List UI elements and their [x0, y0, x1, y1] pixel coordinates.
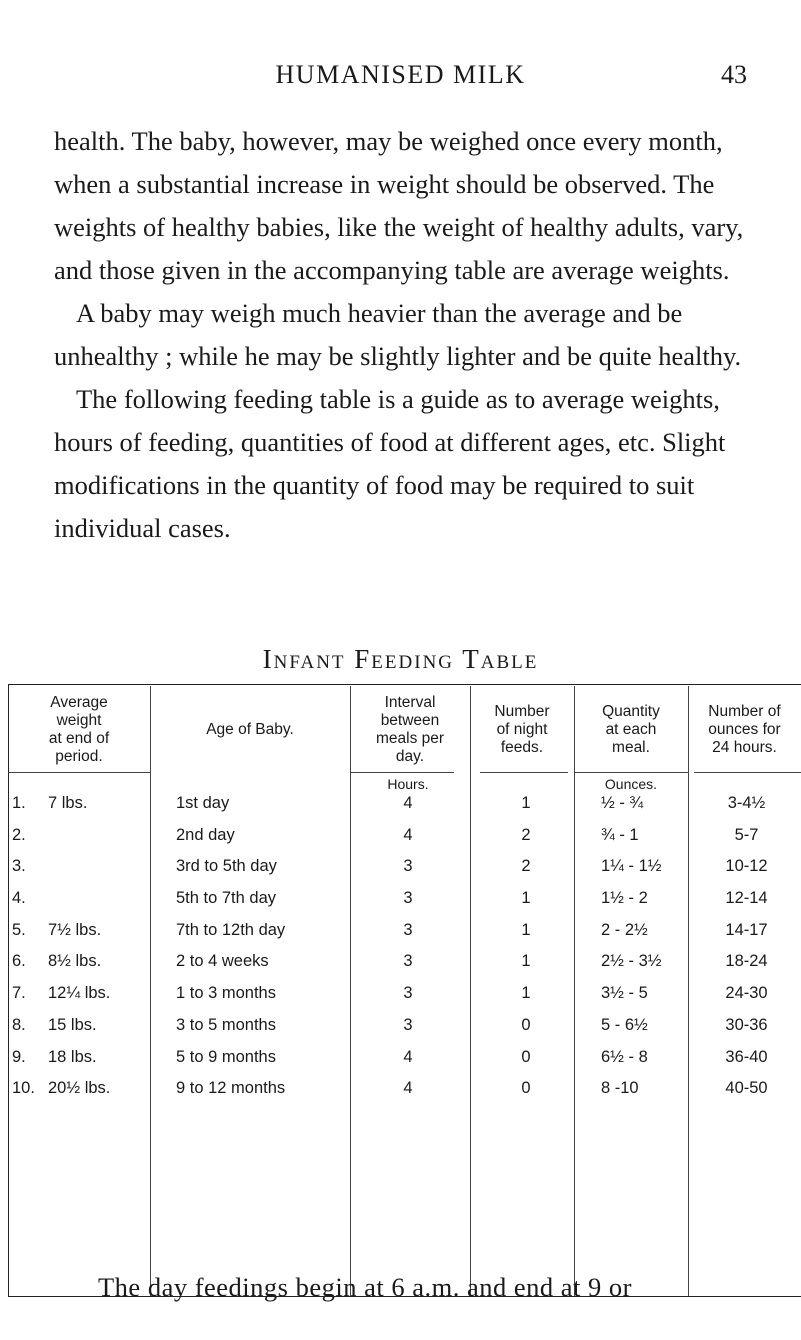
table-row — [8, 946, 801, 978]
quantity-per-meal-cell: 2½ - 3½ — [601, 952, 662, 971]
header-rule — [350, 772, 454, 773]
header-rule — [480, 772, 568, 773]
night-feeds-cell: 1 — [521, 889, 531, 908]
header-age: Age of Baby. — [206, 721, 294, 738]
average-weight-cell: 7½ lbs. — [48, 920, 102, 939]
average-weight-cell — [48, 883, 148, 915]
row-number-cell: 7. — [12, 984, 26, 1003]
table-row — [8, 851, 801, 883]
average-weight-cell: 15 lbs. — [48, 1015, 97, 1034]
feeding-interval-cell: 4 — [403, 1047, 413, 1066]
table-body — [8, 788, 801, 1105]
ounces-per-day-cell: 5-7 — [734, 825, 759, 844]
average-weight-cell — [48, 820, 148, 852]
feeding-interval-cell: 3 — [403, 952, 413, 971]
row-number-cell: 6. — [12, 952, 26, 971]
baby-age-cell: 3rd to 5th day — [176, 857, 277, 876]
continuation-line: The day feedings begin at 6 a.m. and end at 9 or — [98, 1272, 632, 1302]
continuation-text — [98, 1272, 632, 1303]
header-rule — [574, 772, 688, 773]
quantity-per-meal-cell: 1¼ - 1½ — [601, 857, 662, 876]
header-total-ounces: Number of ounces for 24 hours. — [708, 703, 781, 756]
page-header — [0, 60, 801, 100]
ounces-per-day-cell: 18-24 — [725, 952, 768, 971]
header-interval: Interval between meals per day. — [375, 694, 445, 765]
ounces-per-day-cell: 36-40 — [725, 1047, 768, 1066]
paragraph: A baby may weigh much heavier than the average and be unhealthy ; while he may be slightly lighter and be quite healthy. — [54, 298, 742, 371]
average-weight-cell: 20½ lbs. — [48, 1079, 111, 1098]
feeding-interval-cell: 3 — [403, 1015, 413, 1034]
feeding-interval-cell: 3 — [403, 857, 413, 876]
ounces-per-day-cell: 24-30 — [725, 984, 768, 1003]
ounces-per-day-cell: 10-12 — [725, 857, 768, 876]
header-quantity: Quantity at each meal. — [602, 703, 660, 756]
ounces-per-day-cell: 40-50 — [725, 1079, 768, 1098]
quantity-per-meal-cell: 2 - 2½ — [601, 920, 648, 939]
feeding-interval-cell: 4 — [403, 1079, 413, 1098]
baby-age-cell: 1st day — [176, 794, 230, 812]
infant-feeding-table — [8, 684, 801, 1314]
night-feeds-cell: 0 — [521, 1047, 531, 1066]
row-number-cell: 4. — [12, 889, 26, 908]
ounces-per-day-cell: 30-36 — [725, 1015, 768, 1034]
night-feeds-cell: 2 — [521, 825, 531, 844]
row-number-cell: 3. — [12, 857, 26, 876]
table-row — [8, 1073, 801, 1105]
units-ounces: Ounces. — [604, 776, 658, 792]
row-number-cell: 8. — [12, 1015, 26, 1034]
baby-age-cell: 5 to 9 months — [176, 1047, 276, 1066]
average-weight-cell — [48, 851, 148, 883]
running-title: HUMANISED MILK — [275, 60, 526, 89]
header-rule — [694, 772, 801, 773]
row-number-cell: 5. — [12, 920, 26, 939]
baby-age-cell: 5th to 7th day — [176, 889, 276, 908]
quantity-per-meal-cell: 1½ - 2 — [601, 889, 648, 908]
feeding-interval-cell: 4 — [403, 825, 413, 844]
average-weight-cell: 7 lbs. — [48, 794, 88, 812]
baby-age-cell: 3 to 5 months — [176, 1015, 276, 1034]
table-row — [8, 820, 801, 852]
average-weight-cell: 18 lbs. — [48, 1047, 97, 1066]
row-number-cell: 10. — [12, 1079, 35, 1098]
units-hours: Hours. — [387, 776, 429, 792]
average-weight-cell: 8½ lbs. — [48, 952, 102, 971]
night-feeds-cell: 0 — [521, 1015, 531, 1034]
night-feeds-cell: 2 — [521, 857, 531, 876]
night-feeds-cell: 1 — [521, 794, 531, 812]
quantity-per-meal-cell: ¾ - 1 — [601, 825, 639, 844]
quantity-per-meal-cell: ½ - ¾ — [601, 794, 644, 812]
night-feeds-cell: 0 — [521, 1079, 531, 1098]
table-row — [8, 883, 801, 915]
feeding-interval-cell: 3 — [403, 984, 413, 1003]
ounces-per-day-cell: 14-17 — [725, 920, 768, 939]
table-row — [8, 788, 801, 820]
ounces-per-day-cell: 3-4½ — [727, 794, 766, 812]
baby-age-cell: 7th to 12th day — [176, 920, 286, 939]
row-number-cell: 9. — [12, 1047, 26, 1066]
table-row — [8, 1042, 801, 1074]
night-feeds-cell: 1 — [521, 952, 531, 971]
baby-age-cell: 9 to 12 months — [176, 1079, 286, 1098]
quantity-per-meal-cell: 8 -10 — [601, 1079, 639, 1098]
page-number: 43 — [721, 60, 747, 89]
header-night-feeds: Number of night feeds. — [494, 703, 550, 756]
quantity-per-meal-cell: 3½ - 5 — [601, 984, 648, 1003]
baby-age-cell: 2nd day — [176, 825, 235, 844]
paragraph: health. The baby, however, may be weighed once every month, when a substantial increase in weight should be observed. The weights of healthy babies, like the weight of healthy adults, vary, and those given in the accompanying table are average weights. — [54, 126, 744, 285]
baby-age-cell: 2 to 4 weeks — [176, 952, 269, 971]
header-rule — [8, 772, 150, 773]
night-feeds-cell: 1 — [521, 920, 531, 939]
table-title: Infant Feeding Table — [262, 644, 539, 674]
row-number-cell: 1. — [12, 794, 26, 812]
row-number-cell: 2. — [12, 825, 26, 844]
ounces-per-day-cell: 12-14 — [725, 889, 768, 908]
feeding-interval-cell: 3 — [403, 920, 413, 939]
table-row — [8, 1010, 801, 1042]
table-row — [8, 915, 801, 947]
quantity-per-meal-cell: 6½ - 8 — [601, 1047, 648, 1066]
feeding-interval-cell: 3 — [403, 889, 413, 908]
paragraph: The following feeding table is a guide as to average weights, hours of feeding, quantities of food at different ages, etc. Slight modifications in the quantity of food may be required to suit individual cases. — [54, 384, 726, 543]
body-text — [54, 120, 744, 550]
table-row — [8, 978, 801, 1010]
baby-age-cell: 1 to 3 months — [176, 984, 276, 1003]
average-weight-cell: 12¼ lbs. — [48, 984, 111, 1003]
feeding-interval-cell: 4 — [403, 794, 413, 812]
header-weight: Average weight at end of period. — [48, 694, 110, 765]
night-feeds-cell: 1 — [521, 984, 531, 1003]
quantity-per-meal-cell: 5 - 6½ — [601, 1015, 648, 1034]
table-top-rule — [8, 684, 801, 685]
